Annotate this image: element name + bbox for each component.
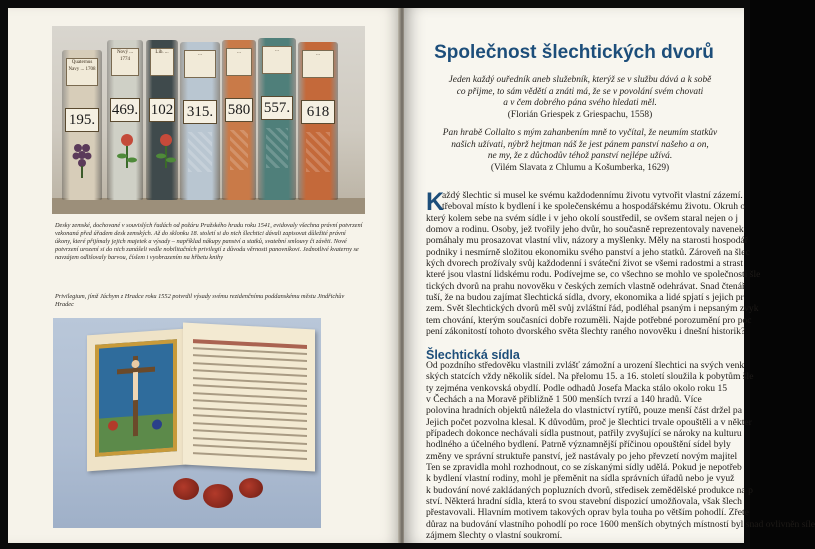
registry-book	[222, 40, 256, 200]
text-line: k bydlení vlastní rodiny, mohl je přeměnit na sídla správních úřadů nebo je využ	[426, 473, 735, 485]
text-line: ství. Některá hradní sídla, která to svou stavební dispozicí umožňovala, však šlech	[426, 496, 742, 508]
pattern-icon	[266, 128, 288, 168]
text-line: třeboval místo k bydlení i ke společenskému a hospodářskému životu. Okruh o	[442, 201, 746, 213]
flower-icon	[154, 130, 170, 170]
pattern-icon	[306, 132, 330, 172]
handwriting-line	[193, 399, 307, 407]
land-registry-books-photo	[52, 26, 365, 214]
handwriting-line	[193, 362, 307, 370]
handwriting-line	[193, 407, 307, 415]
handwriting-line	[193, 354, 307, 362]
text-line: polovina hradních objektů náležela do vlastnictví rytířů, pouze menší část držel pa	[426, 405, 742, 417]
text-line: domov a rodinu. Osoby, jež tvořily jeho dvůr, ho současně reprezentovaly navenek,	[426, 224, 747, 236]
privilege-caption: Privilegium, jímž Jáchym z Hradce roku 1552 potvrdil výsady svému rezidenčnímu poddanskému městu Jindřichův Hradec	[55, 293, 345, 309]
book-number-label: 195.	[65, 108, 99, 132]
text-line: případech dokonce nechávali sídla pustnout, patřily zvyšující se nároky na kulturu	[426, 428, 742, 440]
text-line: ských statcích vždy několik sídel. Na přelomu 15. a 16. století sloužila k pobytům šle	[426, 371, 754, 383]
text-line: které jsou vlastní lidskému rodu. Podívejme se, co všechno se mohlo ve společnosti šle	[426, 269, 761, 281]
registry-book	[298, 42, 338, 200]
text-line: tických dvorů na prahu novověku v českých zemích vlastně odehrávat. Snad čtenář	[426, 280, 746, 292]
handwriting-line	[193, 384, 307, 392]
epigraph-line: našich užívati, nýbrž hejtman náš že jest pánem panství našeho a on,	[451, 139, 709, 150]
registry-book	[146, 40, 178, 200]
text-line: důraz na budování vlastního pohodlí po roce 1600 menších obytných místností byl snad ovlivněn síle	[426, 518, 815, 530]
handwriting-line	[193, 437, 307, 445]
manuscript-right-leaf	[183, 323, 315, 472]
handwriting-line	[193, 414, 307, 422]
text-line: ty zejména venkovská obydlí. Podle odhadů Josefa Macka stálo okolo roku 15	[426, 382, 728, 394]
text-line: zájmem šlechty o vlastní soukromí.	[426, 530, 563, 542]
book-spine-label: ...	[226, 48, 252, 76]
wax-seal	[203, 484, 233, 508]
epigraph-attribution-1: (Florián Griespek z Griespachu, 1558)	[507, 110, 653, 120]
text-line: hodlného a účelného bydlení. Patrně významnější příčinou opouštění sídel byly	[426, 439, 731, 451]
pattern-icon	[230, 130, 248, 170]
text-line: který kolem sebe na svém sídle i v jeho okolí soustředil, se ovšem staral nejen o j	[426, 212, 738, 224]
handwriting-line	[193, 452, 307, 460]
crucifixion-miniature	[95, 339, 177, 457]
handwriting-line	[193, 369, 307, 377]
text-line: Jejich počet pozvolna klesal. K důvodům, proč je šlechtici trvale opouštěli a v někter	[426, 416, 752, 428]
intro-paragraph	[426, 190, 761, 338]
text-line: kých dvorech prožívaly svůj každodenní i sváteční život se všemi radostmi a strast	[426, 258, 744, 270]
text-line: Ten se zpravidla mohl rozhodnout, co se získanými sídly udělá. Pokud je nepotřeb	[426, 462, 742, 474]
text-line: v Čechách a na Moravě přibližně 1 500 menších tvrzí a 140 hradů. Více	[426, 394, 702, 406]
book-number-label: 580	[225, 98, 253, 122]
text-line: Od pozdního středověku vlastnili zvlášť zámožní a urození šlechtici na svých venk	[426, 360, 745, 371]
wax-seal	[173, 478, 199, 500]
registry-book	[180, 42, 220, 200]
book-spine-label: ...	[184, 50, 216, 78]
grapes-icon	[70, 140, 94, 180]
epigraph-line: ne my, že z důchodův téhož panství nejlépe užívá.	[487, 151, 673, 162]
handwriting-line	[193, 377, 307, 385]
text-line: zem. Svět šlechtických dvorů měl svůj zvláštní řád, podléhal psaným i nepsaným zvyk	[426, 303, 759, 315]
book-spine-label: ...	[302, 50, 334, 78]
epigraph-line: Pan hrabě Collalto s mým zahanbením mně to vyčítal, že neumím statkův	[442, 128, 718, 138]
epigraph-attribution-2: (Vilém Slavata z Chlumu a Košumberka, 1629)	[490, 163, 670, 173]
book-spine-label: Nový ... 1774	[111, 48, 139, 76]
right-page-body	[404, 8, 815, 543]
text-line: aždý šlechtic si musel ke svému každodennímu životu vytvořit vlastní zázemí.	[442, 190, 743, 201]
text-line: pení zákonitostí tohoto dvorského světa šlechty raného novověku i dnešní historik?	[426, 326, 746, 338]
book-number-label: 618	[301, 100, 335, 124]
registry-book	[62, 50, 102, 200]
text-line: tem chování, kterým současníci dobře rozuměli. Najde potřebné porozumění pro poc	[426, 314, 752, 326]
text-line: pomáhaly mu prosazovat vlastní vliv, názory a myšlenky. Měly na starosti hospodář	[426, 235, 748, 247]
shelf	[52, 198, 365, 214]
section-paragraph	[426, 360, 815, 542]
wax-seal	[239, 478, 263, 498]
handwriting-line	[193, 429, 307, 437]
chapter-title: Společnost šlechtických dvorů	[434, 42, 714, 63]
book-number-label: 469.	[110, 98, 140, 122]
book-spine-label: Quaternus Navy ... 1708	[66, 58, 98, 86]
handwriting-line	[193, 422, 307, 430]
pattern-icon	[188, 132, 212, 172]
book-number-label: 102	[149, 98, 175, 122]
epigraph-line: Jeden každý ouředník aneb služebník, kterýž se v službu dává a k sobě	[448, 75, 712, 85]
book-spine-label: Lib. ...	[150, 48, 174, 76]
epigraph-line: co přijme, to sám vědětí a znáti má, že se v povolání svém chovati	[456, 86, 704, 97]
text-line: podniky i nesmírně složitou ekonomiku svého panství a jeho statků. Zároveň na šlec	[426, 246, 750, 258]
text-line: tuší, že na budou zajímat šlechtická sídla, dvory, ekonomika a lidé spjatí s jejich pr	[426, 292, 744, 304]
books-caption: Desky zemské, dochované v souvislých řadách od požáru Pražského hradu roku 1541, evidovaly všechna právní potvrzení vzkonaná před úřadem desk zemských. Až do sklonku 18. století si do nich šlechtici dávali zapisovat důležité právní úkony, které přijímaly jejich majetek a výsady – například nákupy panství a statků, svatební smlouvy či závěti. Nové potvrzení urození si do nich zanášeli vedle nobilitačních privilegií z důvodu věrnosti panovníkovi. Jednotlivé kvaterny se navzájem odlišovaly barvou, číslem i vyobrazením na hřbetu knihy	[55, 222, 363, 262]
section-heading: Šlechtická sídla	[426, 348, 520, 362]
manuscript-left-leaf	[87, 329, 185, 472]
book-number-label: 315.	[183, 100, 217, 124]
text-line: k budování nové zakládaných popluzních dvorů, středisek zemědělské produkce na p	[426, 484, 753, 496]
book-spine-label: ...	[262, 46, 292, 74]
book-number-label: 557.	[261, 96, 293, 120]
handwriting-line	[193, 444, 307, 452]
epigraph-line: a v čem dobrého pána svého hledati měl.	[503, 98, 657, 109]
crucifix-icon	[99, 343, 173, 452]
drop-cap: K	[426, 188, 445, 216]
privilege-document-photo	[53, 318, 321, 528]
text-line: změny ve správní struktuře panství, jež nastávaly po jeho převzetí novým majitel	[426, 450, 738, 462]
text-line: přestavovali. Hlavním motivem takových oprav byla touha po větším pohodlí. Zřete	[426, 507, 749, 519]
registry-book	[258, 38, 296, 200]
flower-icon	[115, 130, 135, 170]
handwriting-line	[193, 392, 307, 400]
registry-book	[107, 40, 143, 200]
